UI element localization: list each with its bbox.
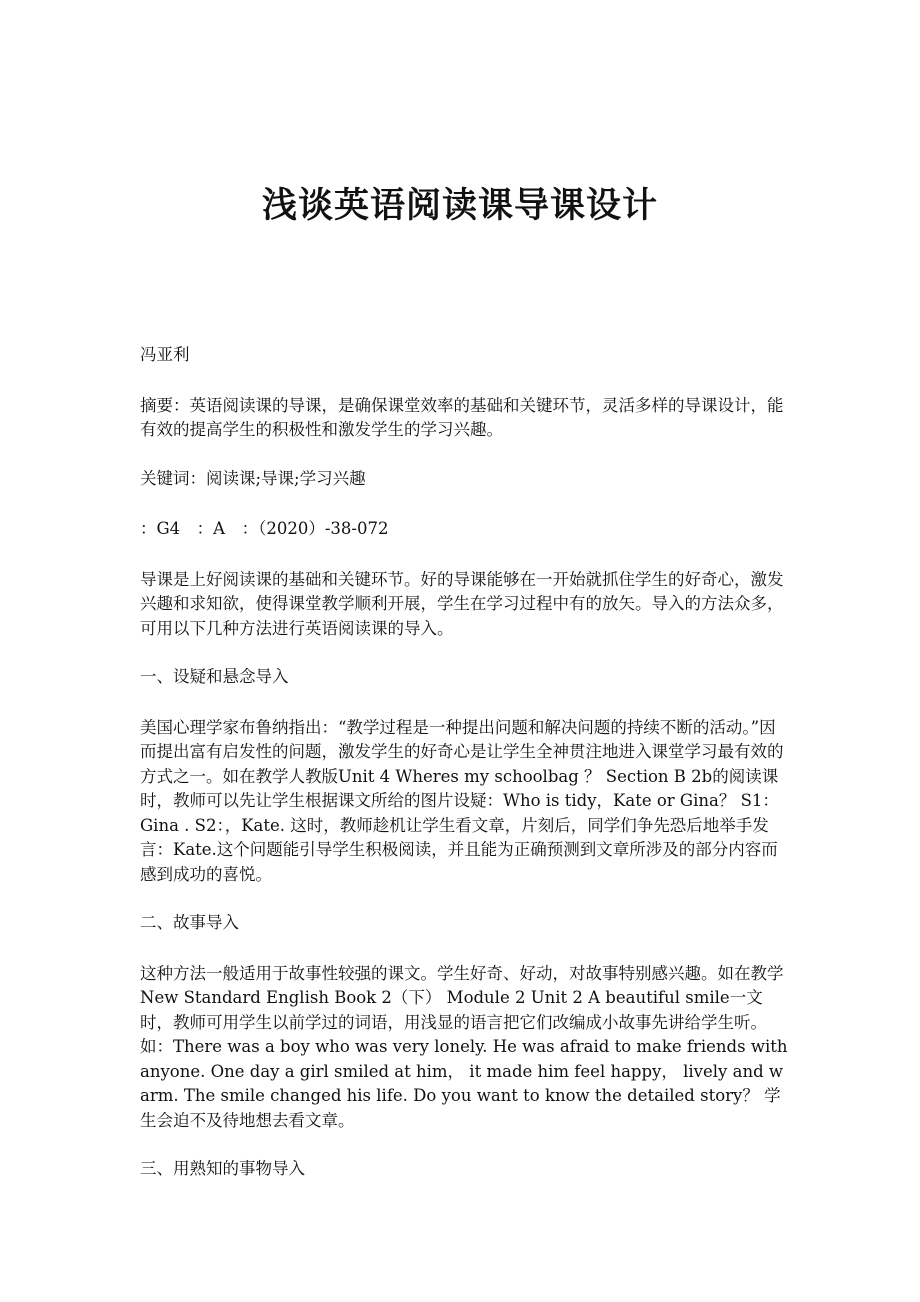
intro-paragraph: 导课是上好阅读课的基础和关键环节。好的导课能够在一开始就抓住学生的好奇心，激发兴趣和求知欲，使得课堂教学顺利开展，学生在学习过程中有的放矢。导入的方法众多，可用以下几种方法进行英语阅读课的导入。: [140, 569, 784, 638]
author-name: 冯亚利: [140, 345, 190, 364]
paper-body: [140, 343, 788, 1208]
abstract: 摘要：英语阅读课的导课，是确保课堂效率的基础和关键环节，灵活多样的导课设计，能有效的提高学生的积极性和激发学生的学习兴趣。: [140, 395, 784, 439]
section-paragraph-2: 这种方法一般适用于故事性较强的课文。学生好奇、好动，对故事特别感兴趣。如在教学New Standard English Book 2（下） Module 2 Unit 2 A beautiful smile一文时，教师可用学生以前学过的词语，用浅显的语言把它们改编成小故事先讲给学生听。如：There was a boy who was very lonely. He was afraid to make friends with anyone. One day a girl smiled at him， it made him feel happy， lively and warm. The smile changed his life. Do you want to know the detailed story？ 学生会迫不及待地想去看文章。: [140, 963, 788, 1130]
section-heading-3: 三、用熟知的事物导入: [140, 1159, 305, 1178]
keywords: 关键词：阅读课;导课;学习兴趣: [140, 468, 366, 488]
section-paragraph-1: 美国心理学家布鲁纳指出：“教学过程是一种提出问题和解决问题的持续不断的活动。”因而提出富有启发性的问题，激发学生的好奇心是让学生全神贯注地进入课堂学习最有效的方式之一。如在教学人教版Unit 4 Wheres my schoolbag ？ Section B 2b的阅读课时，教师可以先让学生根据课文所给的图片设疑：Who is tidy，Kate or Gina？ S1：Gina . S2：，Kate. 这时，教师趁机让学生看文章，片刻后，同学们争先恐后地举手发言：Kate.这个问题能引导学生积极阅读，并且能为正确预测到文章所涉及的部分内容而感到成功的喜悦。: [140, 717, 784, 884]
section-heading-1: 一、设疑和悬念导入: [140, 667, 289, 686]
section-heading-2: 二、故事导入: [140, 913, 239, 932]
paper-title: 浅谈英语阅读课导课设计: [261, 186, 658, 226]
classification-line: ：G4 ：A ：（2020）-38-072: [140, 519, 389, 538]
